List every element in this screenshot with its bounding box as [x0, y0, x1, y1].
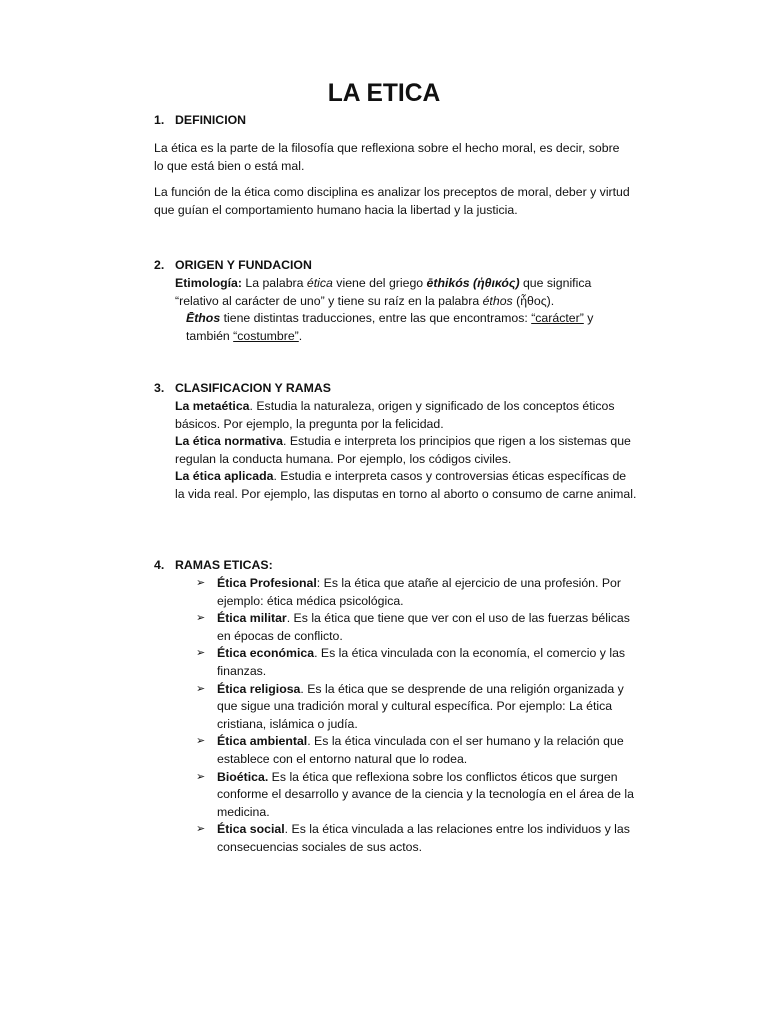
branch-term: Ética religiosa [217, 681, 301, 696]
list-item [196, 769, 636, 822]
arrow-bullet-icon: ➢ [196, 647, 206, 660]
arrow-bullet-icon: ➢ [196, 735, 206, 748]
etymology-label: Etimología: [175, 276, 242, 290]
list-item [196, 681, 636, 734]
text-span: tiene distintas traducciones, entre las que encontramos: [220, 311, 532, 326]
list-item [196, 733, 636, 768]
branch-term: Bioética. [217, 769, 269, 784]
section-heading-clasificacion [154, 380, 331, 398]
classification-term: La ética aplicada [175, 469, 274, 484]
classification-item-metaetica [175, 398, 637, 433]
translation-caracter: “carácter” [531, 311, 584, 326]
branch-term: Ética militar [217, 611, 287, 626]
branch-term: Ética Profesional [217, 576, 317, 590]
translation-costumbre: “costumbre” [233, 328, 299, 343]
branch-text: . Es la ética vinculada a las relaciones entre los individuos y las consecuencias sociales de sus actos. [217, 822, 630, 854]
arrow-bullet-icon: ➢ [196, 577, 206, 589]
branch-text: . Es la ética vinculada con el ser humano y la relación que establece con el entorno natural que lo rodea. [217, 734, 624, 766]
classification-text: . Estudia e interpreta casos y controversias éticas específicas de la vida real. Por ejemplo, las disputas en torno al aborto o consumo de carne animal. [175, 469, 637, 501]
branch-term: Ética económica [217, 646, 315, 661]
text-span: (ἦθος). [512, 293, 555, 308]
classification-list [175, 398, 637, 504]
text-span: . [298, 328, 303, 343]
section-heading-ramas-eticas [154, 557, 273, 575]
list-item [196, 610, 636, 645]
list-item [196, 645, 636, 680]
section-number: 1. [154, 113, 165, 127]
etymology-paragraph [175, 275, 637, 310]
ethics-branches-list [196, 575, 636, 857]
section-title: CLASIFICACION Y RAMAS [175, 381, 331, 395]
classification-text: . Estudia e interpreta los principios que rigen a los sistemas que regulan la conducta humana. Por ejemplo, los códigos civiles. [175, 434, 631, 466]
branch-term: Ética social [217, 822, 285, 837]
section-title: RAMAS ETICAS: [175, 558, 273, 572]
branch-text: Es la ética que reflexiona sobre los conflictos éticos que surgen conforme el desarrollo y avance de la ciencia y la tecnología en el área de la medicina. [217, 769, 634, 819]
text-span: viene del griego [332, 276, 427, 290]
branch-text: . Es la ética vinculada con la economía, el comercio y las finanzas. [217, 646, 626, 678]
list-item [196, 821, 636, 856]
branch-text: . Es la ética que se desprende de una religión organizada y que sigue una tradición moral y cultural específica. Por ejemplo: La ética cristiana, islámica o judía. [217, 681, 624, 731]
section-heading-origen [154, 257, 312, 275]
text-span: La palabra [241, 276, 307, 290]
arrow-bullet-icon: ➢ [196, 770, 206, 783]
term-etica: ética [306, 276, 333, 290]
classification-item-normativa [175, 433, 637, 468]
branch-term: Ética ambiental [217, 734, 308, 749]
classification-term: La ética normativa [175, 434, 283, 449]
arrow-bullet-icon: ➢ [196, 612, 206, 625]
list-item [196, 575, 636, 610]
paragraph: La función de la ética como disciplina es analizar los preceptos de moral, deber y virtud que guían el comportamiento humano hacia la libertad y la justicia. [154, 185, 630, 217]
ethos-paragraph [175, 310, 637, 345]
document-title: LA ETICA [327, 80, 441, 107]
text-span: y también [186, 311, 594, 343]
section-heading-definicion [154, 112, 246, 130]
ethos-label: Ēthos [186, 311, 221, 326]
section-number: 2. [154, 258, 165, 272]
paragraph: La ética es la parte de la filosofía que reflexiona sobre el hecho moral, es decir, sobre lo que está bien o está mal. [154, 141, 620, 173]
arrow-bullet-icon: ➢ [196, 682, 206, 695]
text-span: que significa “relativo al carácter de uno” y tiene su raíz en la palabra [175, 276, 592, 308]
section-title: DEFINICION [175, 113, 247, 127]
term-ethos: éthos [482, 293, 513, 308]
section-number: 4. [154, 558, 165, 572]
greek-term: ēthikós (ἠθικός) [426, 276, 520, 290]
classification-item-aplicada [175, 468, 637, 503]
section-title: ORIGEN Y FUNDACION [175, 258, 312, 272]
classification-term: La metaética [175, 399, 250, 413]
classification-text: . Estudia la naturaleza, origen y significado de los conceptos éticos básicos. Por ejemplo, la pregunta por la felicidad. [175, 399, 615, 431]
branch-text: : Es la ética que atañe al ejercicio de una profesión. Por ejemplo: ética médica psicológica. [217, 576, 621, 608]
arrow-bullet-icon: ➢ [196, 823, 206, 836]
section-number: 3. [154, 381, 165, 395]
etymology-block [175, 275, 637, 345]
branch-text: . Es la ética que tiene que ver con el uso de las fuerzas bélicas en épocas de conflicto. [217, 611, 630, 643]
